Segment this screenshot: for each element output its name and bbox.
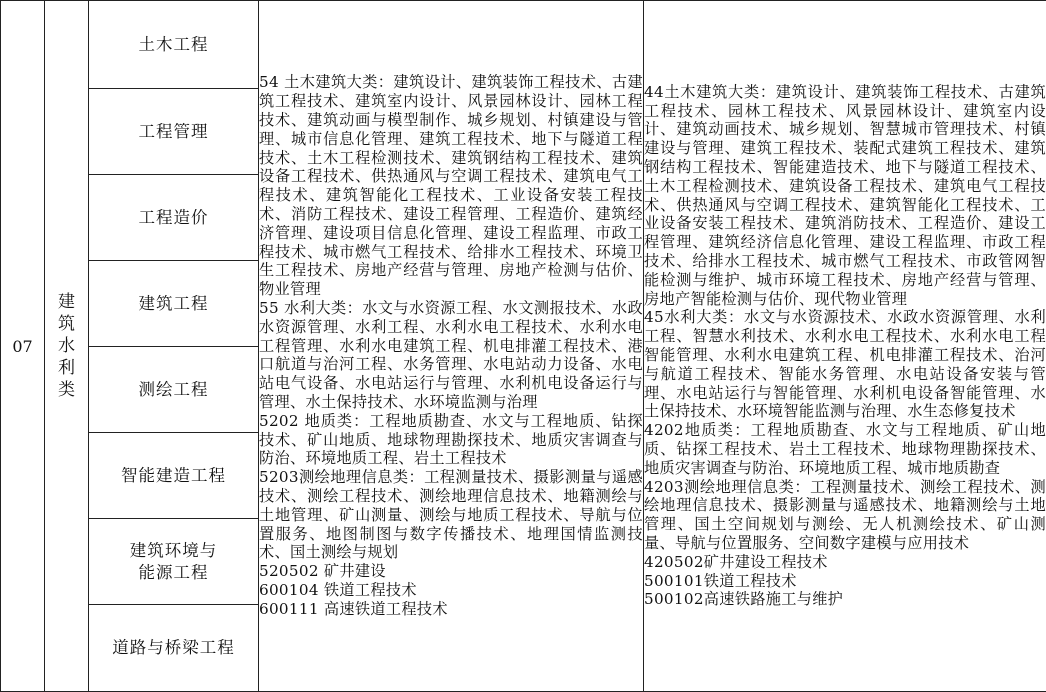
category-cell bbox=[45, 1, 89, 692]
major-cell bbox=[89, 347, 259, 433]
row-code: 07 bbox=[12, 336, 33, 356]
major-cell bbox=[89, 175, 259, 261]
major-group: 55 水利大类：水文与水资源工程、水文测报技术、水政水资源管理、水利工程、水利水电工程技术、水利水电工程管理、水利水电建筑工程、机电排灌工程技术、港口航道与治河工程、水务管理、水电站动力设备、水电站电气设备、水电站运行与管理、水利机电设备运行与管理、水土保持技术、水环境监测与治理 bbox=[259, 299, 643, 411]
major-item: 420502矿井建设工程技术 bbox=[644, 552, 828, 571]
new-catalog-majors-column bbox=[644, 1, 1046, 692]
major-group: 5202 地质类：工程地质勘查、水文与工程地质、钻探技术、矿山地质、地球物理勘探技术、地质灾害调查与防治、环境地质工程、岩土工程技术 bbox=[259, 411, 643, 468]
vocational-majors-column bbox=[259, 1, 644, 692]
major-name: 建筑环境与 能源工程 bbox=[129, 540, 218, 582]
major-item: 500102高速铁路施工与维护 bbox=[644, 590, 844, 609]
major-group: 5203测绘地理信息类：工程测量技术、摄影测量与遥感技术、测绘工程技术、测绘地理信息技术、地籍测绘与土地管理、矿山测量、测绘与地质工程技术、导航与位置服务、地图制图与数字传播技术、地理国情监测技术、国土测绘与规划 bbox=[259, 468, 643, 562]
major-item: 600104 铁道工程技术 bbox=[259, 580, 417, 599]
major-name: 道路与桥梁工程 bbox=[112, 638, 235, 657]
major-cell bbox=[89, 89, 259, 175]
major-group: 44土木建筑大类：建筑设计、建筑装饰工程技术、古建筑工程技术、园林工程技术、风景园林设计、建筑室内设计、建筑动画技术、城乡规划、智慧城市管理技术、村镇建设与管理、建筑工程技术、装配式建筑工程技术、建筑钢结构工程技术、智能建造技术、地下与隧道工程技术、土木工程检测技术、建筑设备工程技术、建筑电气工程技术、供热通风与空调工程技术、建筑智能化工程技术、工业设备安装工程技术、建筑消防技术、工程造价、建设工程管理、建筑经济信息化管理、建设工程监理、市政工程技术、给排水工程技术、城市燃气工程技术、市政管网智能检测与维护、城市环境工程技术、房地产经营与管理、房地产智能检测与估价、现代物业管理 bbox=[644, 82, 1046, 308]
major-name: 建筑工程 bbox=[138, 293, 209, 313]
category-label: 建筑水利类 bbox=[58, 292, 75, 400]
major-group: 4202地质类：工程地质勘查、水文与工程地质、矿山地质、钻探工程技术、岩土工程技术、地球物理勘探技术、地质灾害调查与防治、环境地质工程、城市地质勘查 bbox=[644, 421, 1046, 477]
major-cell bbox=[89, 261, 259, 347]
major-item: 500101铁道工程技术 bbox=[644, 571, 797, 590]
major-item: 600111 高速铁道工程技术 bbox=[259, 599, 448, 618]
major-cell bbox=[89, 605, 259, 692]
major-name: 智能建造工程 bbox=[121, 465, 226, 485]
table-row bbox=[1, 1, 1046, 89]
major-group: 45水利大类：水文与水资源技术、水政水资源管理、水利工程、智慧水利技术、水利水电工程技术、水利水电工程智能管理、水利水电建筑工程、机电排灌工程技术、治河与航道工程技术、智能水务管理、水电站设备安装与管理、水电站运行与智能管理、水利机电设备智能管理、水土保持技术、水环境智能监测与治理、水生态修复技术 bbox=[644, 308, 1046, 421]
major-name: 工程造价 bbox=[138, 207, 209, 227]
major-group: 4203测绘地理信息类：工程测量技术、测绘工程技术、测绘地理信息技术、摄影测量与遥感技术、地籍测绘与土地管理、国土空间规划与测绘、无人机测绘技术、矿山测量、导航与位置服务、空间数字建模与应用技术 bbox=[644, 477, 1046, 552]
major-item: 520502 矿井建设 bbox=[259, 562, 386, 581]
major-cell bbox=[89, 519, 259, 605]
major-name: 土木工程 bbox=[138, 34, 209, 54]
major-cell bbox=[89, 1, 259, 89]
row-code-cell bbox=[1, 1, 45, 692]
major-name: 测绘工程 bbox=[138, 379, 209, 399]
major-group: 54 土木建筑大类：建筑设计、建筑装饰工程技术、古建筑工程技术、建筑室内设计、风景园林设计、园林工程技术、建筑动画与模型制作、城乡规划、村镇建设与管理、城市信息化管理、建筑工程技术、地下与隧道工程技术、土木工程检测技术、建筑钢结构工程技术、建筑设备工程技术、供热通风与空调工程技术、建筑电气工程技术、建筑智能化工程技术、工业设备安装工程技术、消防工程技术、建设工程管理、工程造价、建筑经济管理、建设项目信息化管理、建设工程监理、市政工程技术、城市燃气工程技术、给排水工程技术、环境卫生工程技术、房地产经营与管理、房地产检测与估价、物业管理 bbox=[259, 73, 643, 299]
major-name: 工程管理 bbox=[138, 121, 209, 141]
major-cell bbox=[89, 433, 259, 519]
